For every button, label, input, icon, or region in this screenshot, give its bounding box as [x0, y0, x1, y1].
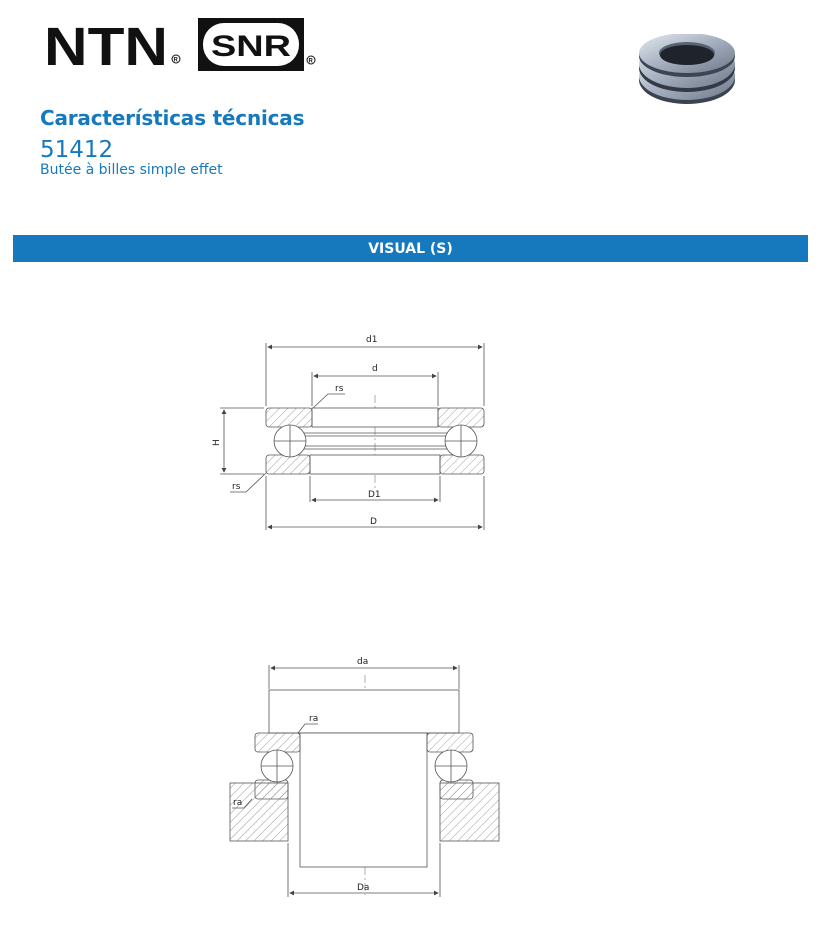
dim-label-rs-top: rs: [335, 384, 344, 394]
svg-text:R: R: [173, 57, 178, 64]
dim-label-d1: d1: [366, 335, 378, 345]
product-description: Butée à billes simple effet: [40, 162, 223, 178]
dim-label-rs-bottom: rs: [232, 482, 241, 492]
svg-text:SNR: SNR: [211, 30, 292, 63]
product-code: 51412: [40, 137, 114, 163]
dim-label-da: da: [357, 657, 369, 667]
dim-label-ra-left: ra: [233, 798, 243, 808]
dim-label-d: d: [372, 364, 378, 374]
dim-label-D: D: [370, 517, 377, 527]
mounting-dimension-drawing: [230, 665, 499, 897]
dim-label-D1: D1: [368, 490, 381, 500]
dim-label-Da: Da: [357, 883, 370, 893]
svg-text:R: R: [308, 58, 313, 65]
dim-label-ra-top: ra: [309, 714, 319, 724]
section-header-label: VISUAL (S): [368, 240, 453, 257]
dim-label-H: H: [212, 439, 222, 446]
page-title: Características técnicas: [40, 106, 305, 130]
bearing-dimension-drawing: [220, 343, 484, 530]
svg-text:NTN: NTN: [44, 18, 168, 68]
